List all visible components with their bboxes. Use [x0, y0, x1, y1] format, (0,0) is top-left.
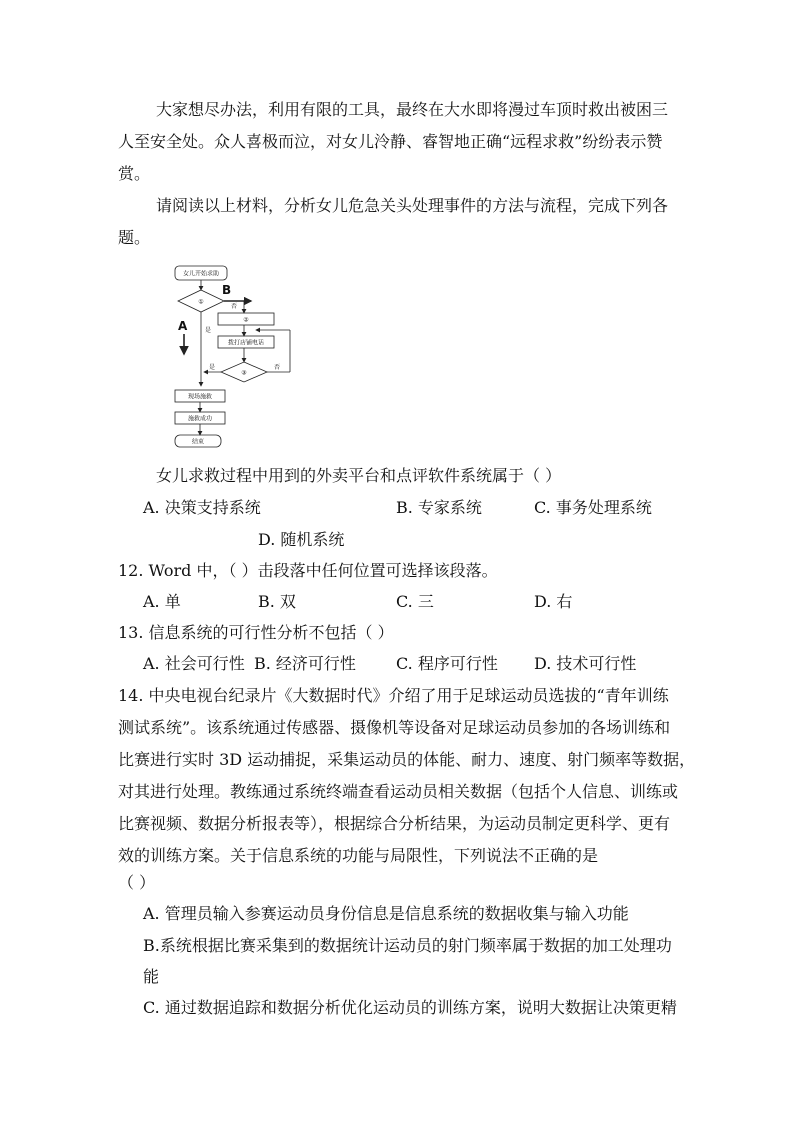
q11-option-d: D. 随机系统: [258, 530, 345, 549]
flow-decision-3-label: ③: [241, 369, 247, 377]
q14-line1: 14. 中央电视台纪录片《大数据时代》介绍了用于足球运动员选拔的“青年训练: [118, 686, 669, 705]
q14-option-c-line1: C. 通过数据追踪和数据分析优化运动员的训练方案，说明大数据让决策更精: [143, 998, 677, 1017]
q14-option-b-line2: 能: [143, 967, 160, 986]
q11-option-c: C. 事务处理系统: [534, 498, 652, 517]
flow-decision-3-no: 否: [274, 364, 281, 371]
flow-decision-1-yes: 是: [205, 327, 212, 334]
q14-answer-paren: （ ）: [118, 873, 156, 892]
q12-option-a: A. 单: [143, 592, 181, 611]
passage-p1-line3: 赏。: [118, 164, 151, 183]
q12-option-c: C. 三: [396, 592, 434, 611]
flow-step-2-label: ②: [243, 316, 249, 324]
passage-p1-line2: 人至安全处。众人喜极而泣，对女儿泠静、睿智地正确“远程求救”纷纷表示赞: [118, 132, 663, 151]
flow-label-a: A: [178, 319, 188, 333]
q12-option-d: D. 右: [534, 592, 573, 611]
q13-option-b: B. 经济可行性: [254, 654, 356, 673]
flow-rescue-label: 现场施救: [187, 393, 213, 401]
q12-option-b: B. 双: [258, 592, 296, 611]
flow-start-label: 女儿开始求助: [182, 270, 220, 278]
q14-line3: 比赛进行实时 3D 运动捕捉，采集运动员的体能、耐力、速度、射门频率等数据，: [118, 750, 696, 769]
passage-p2-line1: 请阅读以上材料，分析女儿危急关头处理事件的方法与流程，完成下列各: [156, 196, 669, 215]
q11-option-a: A. 决策支持系统: [143, 498, 261, 517]
flow-success-label: 施救成功: [187, 415, 213, 423]
flow-decision-1-no: 否: [231, 303, 238, 310]
q13-option-c: C. 程序可行性: [396, 654, 498, 673]
q12-stem: 12. Word 中，（ ）击段落中任何位置可选择该段落。: [118, 561, 498, 580]
q14-line5: 比赛视频、数据分析报表等），根据综合分析结果，为运动员制定更科学、更有: [118, 814, 671, 833]
flow-label-b: B: [222, 283, 232, 297]
passage-p1-line1: 大家想尽办法，利用有限的工具，最终在大水即将漫过车顶时救出被困三: [156, 100, 669, 119]
q11-stem: 女儿求救过程中用到的外卖平台和点评软件系统属于（ ）: [156, 466, 562, 485]
flow-call-label: 拨打店铺电话: [227, 339, 265, 347]
q14-line4: 对其进行处理。教练通过系统终端查看运动员相关数据（包括个人信息、训练或: [118, 782, 679, 801]
q14-option-b-line1: B.系统根据比赛采集到的数据统计运动员的射门频率属于数据的加工处理功: [143, 936, 672, 955]
passage-p2-line2: 题。: [118, 228, 151, 247]
flow-decision-1-label: ①: [198, 298, 204, 306]
q14-option-a: A. 管理员输入参赛运动员身份信息是信息系统的数据收集与输入功能: [143, 904, 629, 923]
q14-line6: 效的训练方案。关于信息系统的功能与局限性，下列说法不正确的是: [118, 846, 599, 865]
q13-option-d: D. 技术可行性: [534, 654, 637, 673]
rescue-flowchart: [160, 258, 310, 453]
q14-line2: 测试系统”。该系统通过传感器、摄像机等设备对足球运动员参加的各场训练和: [118, 718, 671, 737]
q13-stem: 13. 信息系统的可行性分析不包括（ ）: [118, 623, 394, 642]
flow-decision-3-yes: 是: [209, 364, 216, 371]
flow-end-label: 结束: [191, 438, 205, 446]
q11-option-b: B. 专家系统: [396, 498, 482, 517]
q13-option-a: A. 社会可行性: [143, 654, 245, 673]
